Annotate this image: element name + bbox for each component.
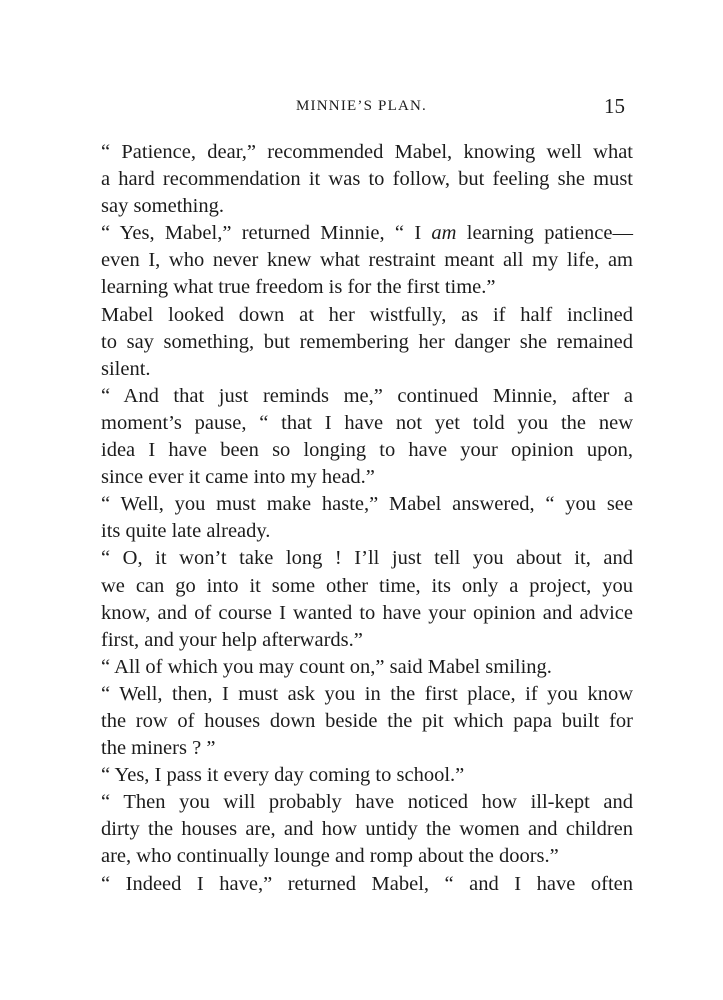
text-line: “ Yes, I pass it every day coming to school.” [101, 764, 465, 787]
text-line: the row of houses down beside the pit which papa built for [101, 709, 633, 732]
paragraph [81, 762, 633, 789]
text-line: idea I have been so longing to have your opinion upon, [101, 439, 633, 462]
paragraph [81, 871, 633, 898]
paragraph [81, 789, 633, 870]
text-line: its quite late already. [101, 520, 271, 543]
paragraph [81, 545, 633, 653]
text-line: dirty the houses are, and how untidy the women and children [101, 818, 633, 841]
text-line: the miners ? ” [101, 737, 216, 760]
text-line: “ Well, you must make haste,” Mabel answered, “ you see [101, 493, 633, 516]
paragraph [81, 302, 633, 383]
body-text [81, 139, 633, 898]
text-line: silent. [101, 357, 151, 380]
paragraph [81, 139, 633, 220]
text-line: “ Indeed I have,” returned Mabel, “ and I have often [101, 872, 633, 895]
emphasis: am [431, 222, 457, 245]
text-line: say something. [101, 195, 224, 218]
paragraph [81, 220, 633, 301]
page-number: 15 [604, 94, 625, 118]
text-line: moment’s pause, “ that I have not yet told you the new [101, 411, 633, 434]
text-line: “ Patience, dear,” recommended Mabel, knowing well what [101, 141, 633, 163]
paragraph [81, 491, 633, 545]
text-line: learning what true freedom is for the first time.” [101, 276, 496, 299]
text-line: are, who continually lounge and romp about the doors.” [101, 845, 559, 868]
text-line: “ O, it won’t take long ! I’ll just tell you about it, and [101, 547, 633, 570]
text-line: first, and your help afterwards.” [101, 628, 363, 651]
paragraph [81, 681, 633, 762]
paragraph [81, 654, 633, 681]
text-line: “ All of which you may count on,” said Mabel smiling. [101, 655, 552, 678]
text-line: a hard recommendation it was to follow, but feeling she must [101, 168, 633, 191]
text-line: since ever it came into my head.” [101, 466, 375, 489]
text-line: “ Yes, Mabel,” returned Minnie, “ I am learning patience— [101, 222, 633, 245]
text-line: know, and of course I wanted to have your opinion and advice [101, 601, 633, 624]
text-line: Mabel looked down at her wistfully, as if half inclined [101, 303, 633, 326]
paragraph [81, 383, 633, 491]
text-line: we can go into it some other time, its only a project, you [101, 574, 633, 597]
text-line: to say something, but remembering her danger she remained [101, 330, 633, 353]
text-line: “ Then you will probably have noticed how ill-kept and [101, 791, 633, 814]
text-line: even I, who never knew what restraint meant all my life, am [101, 249, 633, 272]
text-line: “ And that just reminds me,” continued Minnie, after a [101, 384, 633, 407]
text-line: “ Well, then, I must ask you in the first place, if you know [101, 682, 633, 705]
running-head [0, 96, 723, 126]
running-title: MINNIE’S PLAN. [296, 98, 427, 114]
